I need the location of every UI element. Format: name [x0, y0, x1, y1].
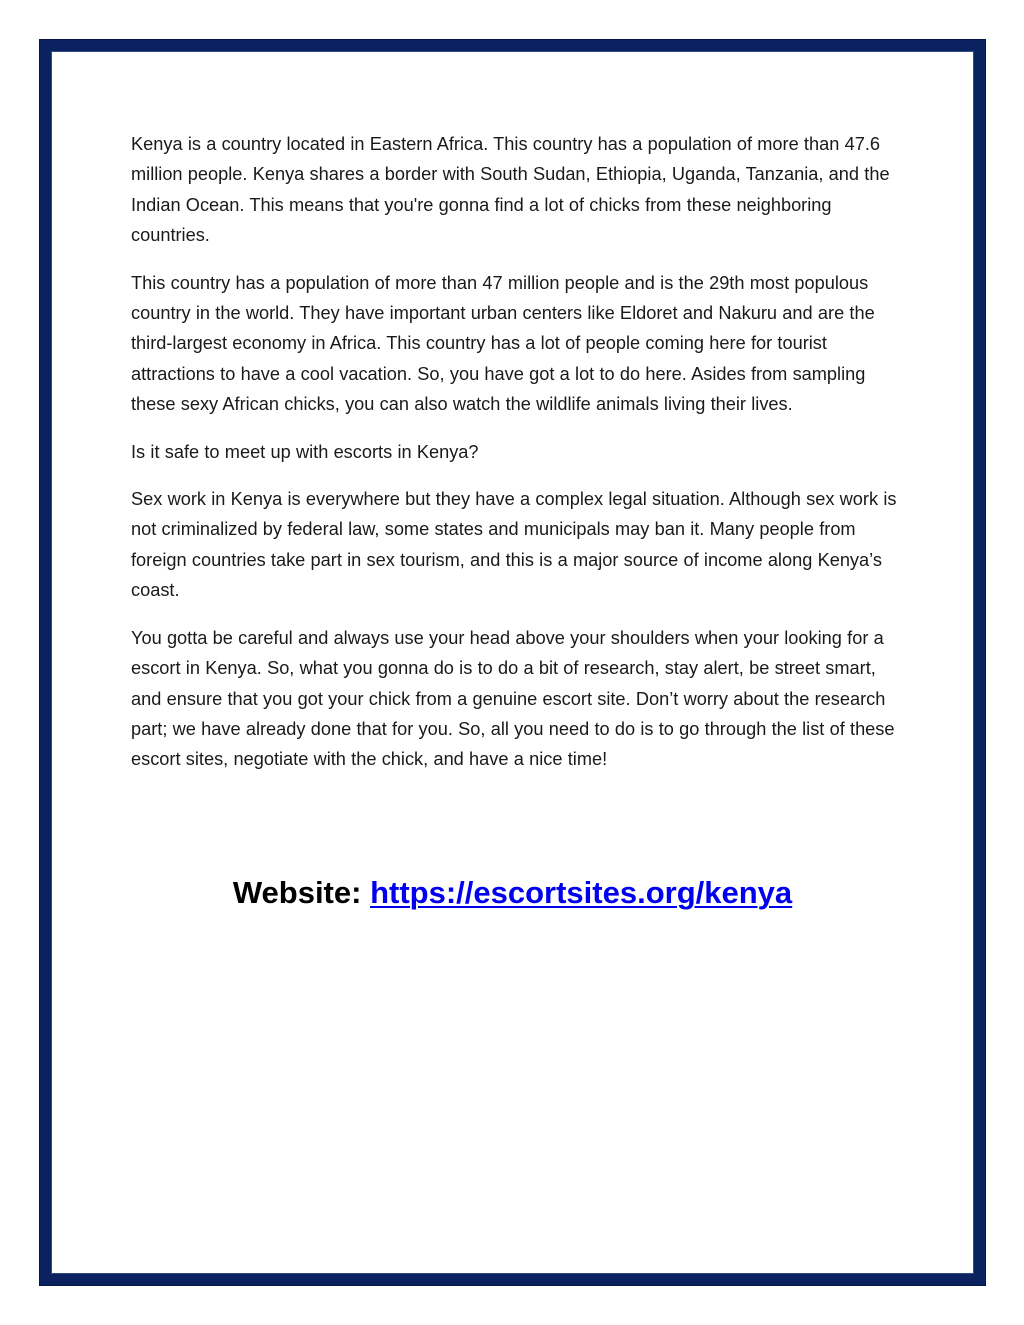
page-frame [40, 40, 985, 1285]
document-body [131, 129, 911, 792]
paragraph-legal-situation: Sex work in Kenya is everywhere but they have a complex legal situation. Although sex work is not criminalized by federal law, some states and municipals may ban it. Many people from foreign countries take part in sex tourism, and this is a major source of income along Kenya’s coast. [131, 489, 897, 601]
paragraph-advice: You gotta be careful and always use your head above your shoulders when your looking for a escort in Kenya. So, what you gonna do is to do a bit of research, stay alert, be street smart, and ensure that you got your chick from a genuine escort site. Don’t worry about the research part; we have already done that for you. So, all you need to do is to go through the list of these escort sites, negotiate with the chick, and have a nice time! [131, 627, 895, 770]
website-line [51, 872, 974, 914]
paragraph-intro: Kenya is a country located in Eastern Africa. This country has a population of more than 47.6 million people. Kenya shares a border with South Sudan, Ethiopia, Uganda, Tanzania, and the Indian Ocean. This means that you're gonna find a lot of chicks from these neighboring countries. [131, 134, 890, 246]
paragraph-safety-question: Is it safe to meet up with escorts in Kenya? [131, 441, 479, 462]
website-link[interactable]: https://escortsites.org/kenya [370, 875, 793, 910]
paragraph-population: This country has a population of more than 47 million people and is the 29th most populous country in the world. They have important urban centers like Eldoret and Nakuru and are the third-largest economy in Africa. This country has a lot of people coming here for tourist attractions to have a cool vacation. So, you have got a lot to do here. Asides from sampling these sexy African chicks, you can also watch the wildlife animals living their lives. [131, 272, 875, 415]
website-label: Website: [232, 875, 362, 910]
